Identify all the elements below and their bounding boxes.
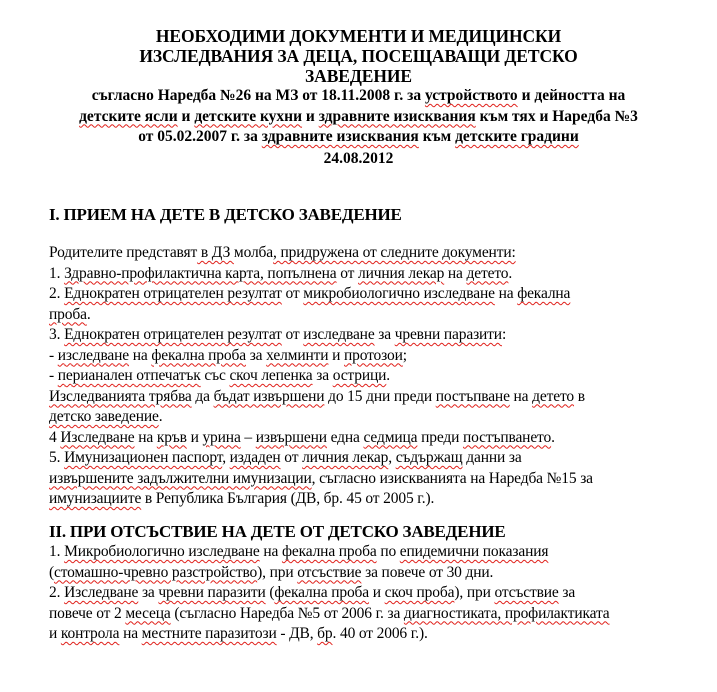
list-item: [49, 264, 689, 285]
list-item-continuation: [49, 305, 689, 326]
paragraph-line: [49, 387, 689, 408]
text-run: 1.: [49, 543, 65, 560]
text-run: за: [138, 584, 159, 601]
sub-list-item: [49, 346, 689, 367]
spellcheck-flagged-word: перианален отпечатък: [57, 367, 201, 384]
text-run: на: [134, 428, 157, 446]
spellcheck-flagged-word: съдържащ: [395, 449, 463, 466]
text-run: към: [418, 128, 456, 145]
spellcheck-flagged-word: здравните изисквания: [261, 128, 419, 145]
section-1-heading: I. ПРИЕМ НА ДЕТЕ В ДЕТСКО ЗАВЕДЕНИЕ: [49, 205, 402, 224]
text-run: от: [281, 326, 304, 343]
spellcheck-flagged-word: фекална: [517, 285, 571, 302]
spellcheck-flagged-word: Еднократен отрицателен резултат: [64, 285, 282, 302]
spellcheck-flagged-word: постъпване: [435, 387, 510, 405]
text-run: за: [374, 326, 395, 343]
text-run: и дейността на: [517, 87, 626, 104]
text-run: 4: [49, 428, 61, 446]
spellcheck-flagged-word: детето: [532, 387, 574, 405]
text-run: .: [551, 428, 555, 446]
spellcheck-flagged-word: хелминти: [266, 346, 329, 364]
text-run: на: [509, 387, 533, 405]
spellcheck-flagged-word: скоч лепенка: [229, 367, 313, 384]
spellcheck-flagged-word: детските ясли: [79, 107, 178, 125]
text-run: към тях и Наредба №3: [475, 107, 638, 125]
spellcheck-flagged-word: острици: [332, 367, 387, 384]
text-run: за повече от 30 дни.: [361, 563, 494, 581]
spellcheck-flagged-word: Изследванията трябва: [49, 387, 192, 405]
spellcheck-flagged-word: детските кухни: [194, 107, 303, 125]
text-run: от: [281, 285, 304, 302]
list-item: [49, 448, 689, 469]
spellcheck-flagged-word: имунизациите: [49, 490, 142, 507]
spellcheck-flagged-word: Еднократен отрицателен резултат: [64, 326, 282, 343]
spellcheck-flagged-word: детето: [466, 264, 509, 282]
spellcheck-flagged-word: издаден: [229, 449, 281, 466]
text-run: молба: [233, 244, 274, 261]
list-item-continuation: [49, 489, 689, 510]
text-run: съгласно Наредба №26 на МЗ от 18.11.2008 г. за: [91, 87, 425, 104]
sub-list-item: [49, 366, 689, 387]
section-2-heading: II. ПРИ ОТСЪСТВИЕ НА ДЕТЕ ОТ ДЕТСКО ЗАВЕДЕНИЕ: [49, 522, 506, 541]
spellcheck-flagged-word: устройството: [424, 87, 518, 104]
spellcheck-flagged-word: Изследване: [64, 584, 139, 601]
text-run: - ДВ,: [276, 625, 318, 642]
text-run: .: [86, 305, 91, 323]
text-run: да: [191, 387, 214, 405]
paragraph-line: [49, 243, 689, 264]
text-run: в: [573, 387, 585, 405]
spellcheck-flagged-word: отсъствие: [297, 563, 362, 581]
spellcheck-flagged-word: извършени: [255, 428, 327, 446]
text-run: -: [49, 367, 58, 384]
spellcheck-flagged-word: урина: [202, 428, 241, 446]
text-run: една: [326, 428, 364, 446]
spellcheck-flagged-word: местните паразитози: [141, 625, 277, 642]
spellcheck-flagged-word: епидемични показания: [399, 543, 549, 560]
text-run: данни за: [462, 449, 522, 466]
text-run: ,: [388, 449, 396, 466]
text-run: повече от 2: [49, 604, 126, 622]
list-item-continuation: [49, 604, 689, 625]
text-run: 5.: [49, 449, 65, 466]
text-run: 2.: [49, 584, 65, 601]
spellcheck-flagged-word: здравните изисквания: [318, 107, 476, 125]
text-run: ,: [222, 449, 230, 466]
list-item: [49, 284, 689, 305]
text-run: (: [49, 563, 55, 581]
title-line-3: ЗАВЕДЕНИЕ: [305, 66, 412, 86]
subtitle-line: [40, 86, 677, 107]
spellcheck-flagged-word: отсъствие: [494, 584, 559, 601]
text-run: .: [158, 408, 163, 425]
spellcheck-flagged-word: контрола: [60, 625, 120, 642]
title-line-1: НЕОБХОДИМИ ДОКУМЕНТИ И МЕДИЦИНСКИ: [155, 26, 562, 46]
spellcheck-flagged-word: , придружена от следните документи:: [273, 244, 516, 261]
text-run: от 05.02.2007 г. за: [138, 128, 262, 145]
subtitle-line: [40, 127, 677, 148]
spellcheck-flagged-word: микробиологично изследване: [303, 285, 495, 302]
spellcheck-flagged-word: личния лекар: [302, 449, 389, 466]
spellcheck-flagged-word: проба: [49, 305, 87, 323]
text-run: (съгласно Наредба №5 от 2006 г. за: [170, 604, 404, 622]
text-run: на: [494, 285, 518, 302]
list-item: [49, 325, 689, 346]
text-run: за: [558, 584, 576, 601]
text-run: ;: [402, 346, 407, 364]
text-run: на: [259, 543, 282, 560]
text-run: ), при: [257, 563, 298, 581]
text-run: от: [280, 449, 303, 466]
text-run: , съгласно изискванията на Наредба №15 за: [311, 469, 593, 487]
text-run: за: [312, 367, 333, 384]
list-item: [49, 542, 689, 563]
text-run: -: [49, 346, 58, 364]
subtitle-line: [40, 107, 677, 128]
document-title-block: [40, 26, 677, 169]
spellcheck-flagged-word: чревни паразити: [158, 584, 266, 601]
text-run: на: [444, 264, 467, 282]
spellcheck-flagged-word: бр: [317, 625, 333, 642]
text-run: до 15 дни преди: [324, 387, 436, 405]
text-run: Родителите представят: [49, 244, 198, 261]
text-run: и: [302, 107, 319, 125]
spellcheck-flagged-word: Здравно-профилактична карта, попълнена: [64, 264, 337, 282]
spellcheck-flagged-word: постъпването: [462, 428, 552, 446]
spellcheck-flagged-word: фекална проба: [151, 346, 246, 364]
spellcheck-flagged-word: седмица: [363, 428, 418, 446]
text-run: и: [369, 584, 385, 601]
spellcheck-flagged-word: Имунизационен паспорт: [64, 449, 223, 466]
text-run: .: [386, 367, 391, 384]
text-run: :: [501, 326, 507, 343]
text-run: и: [177, 107, 195, 125]
spellcheck-flagged-word: изследване: [303, 326, 375, 343]
text-run: на: [129, 346, 152, 364]
list-item: [49, 583, 689, 604]
text-run: по: [376, 543, 400, 560]
spellcheck-flagged-word: Изследване: [60, 428, 135, 446]
title-line-2: ИЗСЛЕДВАНИЯ ЗА ДЕЦА, ПОСЕЩАВАЩИ ДЕТСКО: [139, 46, 578, 66]
list-item: [49, 428, 689, 449]
list-item-continuation: [49, 469, 689, 490]
text-run: за: [245, 346, 267, 364]
text-run: със: [200, 367, 230, 384]
section-2-body: [49, 542, 689, 645]
section-1-body: [49, 243, 689, 510]
spellcheck-flagged-word: личния лекар: [358, 264, 445, 282]
spellcheck-flagged-word: протозои: [344, 346, 403, 364]
text-run: 1.: [49, 264, 65, 282]
spellcheck-flagged-word: детските градини: [455, 128, 579, 145]
spellcheck-flagged-word: кръв: [156, 428, 187, 446]
text-run: от: [336, 264, 359, 282]
spellcheck-flagged-word: стомашно-чревно разстройство: [54, 563, 258, 581]
text-run: и: [328, 346, 344, 364]
text-run: преди: [417, 428, 463, 446]
text-run: и: [49, 625, 61, 642]
text-run: 3.: [49, 326, 65, 343]
spellcheck-flagged-word: изследване: [57, 346, 130, 364]
spellcheck-flagged-word: фекална проба: [281, 543, 377, 560]
text-run: и: [186, 428, 203, 446]
spellcheck-flagged-word: фекална проба: [274, 584, 370, 601]
text-run: –: [240, 428, 256, 446]
spellcheck-flagged-word: бъдат извършени: [213, 387, 325, 405]
spellcheck-flagged-word: извършените задължителни имунизации: [49, 469, 312, 487]
spellcheck-flagged-word: месеца: [125, 604, 171, 622]
spellcheck-flagged-word: Микробиологично изследване: [64, 543, 260, 560]
text-run: (: [265, 584, 275, 601]
document-date: 24.08.2012: [323, 149, 394, 167]
text-run: в Република България (ДВ, бр. 45 от 2005 г.).: [141, 490, 435, 507]
text-run: .: [508, 264, 513, 282]
text-run: на: [119, 625, 142, 642]
list-item-continuation: [49, 563, 689, 584]
text-run: ), при: [454, 584, 495, 601]
spellcheck-flagged-word: чревни паразити: [394, 326, 502, 343]
spellcheck-flagged-word: детско заведение: [49, 408, 159, 425]
spellcheck-flagged-word: скоч проба: [384, 584, 455, 601]
spellcheck-flagged-word: в ДЗ: [197, 244, 234, 261]
text-run: . 40 от 2006 г.).: [332, 625, 428, 642]
paragraph-line: [49, 407, 689, 428]
text-run: 2.: [49, 285, 65, 302]
list-item-continuation: [49, 624, 689, 645]
spellcheck-flagged-word: диагностиката, профилактиката: [403, 604, 610, 622]
